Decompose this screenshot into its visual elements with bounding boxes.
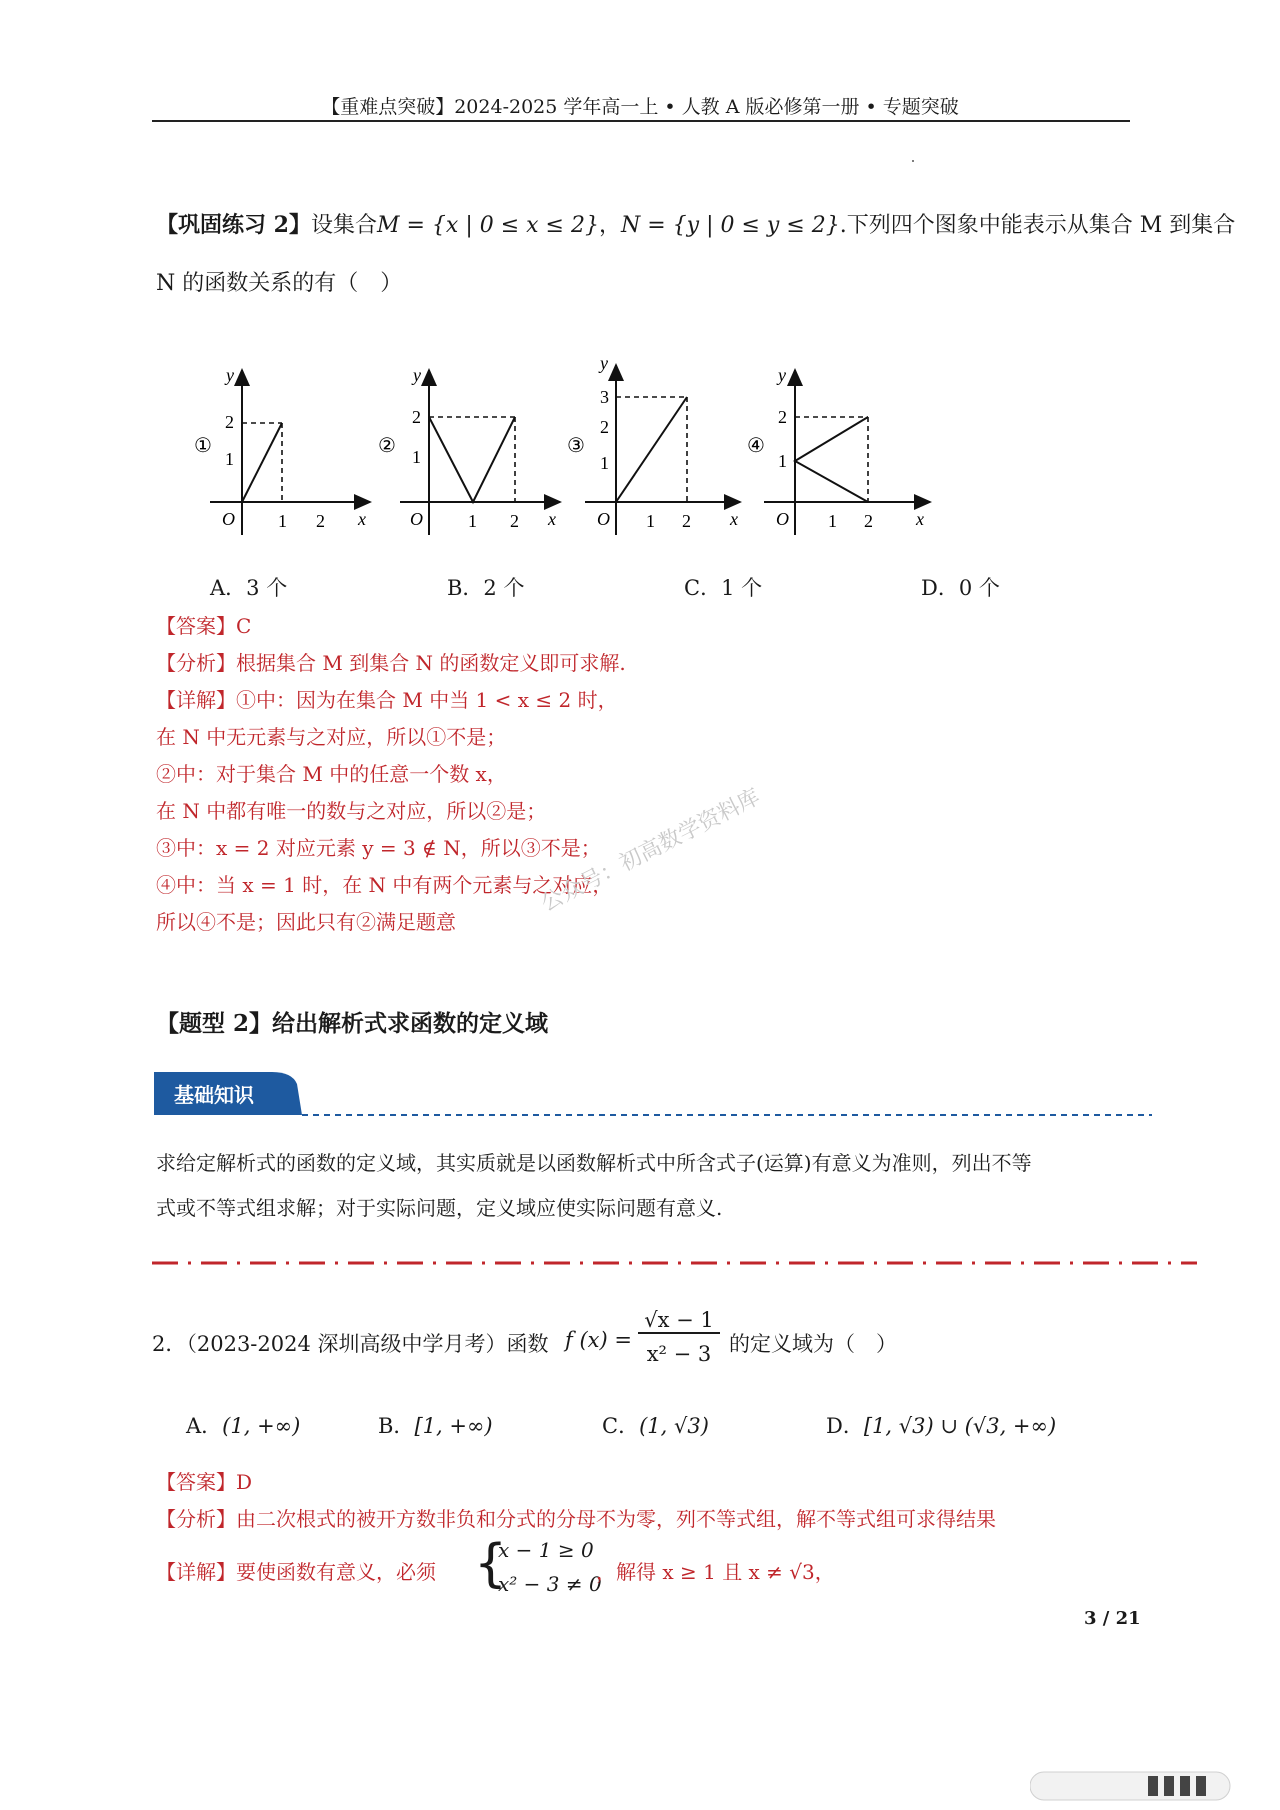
detail-2-text-2: ，解得 x ≥ 1 且 x ≠ √3， [596, 1560, 835, 1584]
graph-4 [747, 365, 930, 535]
graph-4-tick-x1: 1 [828, 511, 837, 531]
option-2a-value: (1, +∞) [222, 1414, 301, 1438]
option-2d[interactable] [826, 1410, 1056, 1440]
header-rule [152, 120, 1130, 122]
graph-2-tick-x1: 1 [468, 511, 477, 531]
watermark: 公众号：初高数学资料库 [537, 784, 765, 917]
knowledge-tab-label: 基础知识 [174, 1083, 254, 1107]
analysis-2-label: 【分析】 [156, 1507, 236, 1531]
graph-3-line [616, 397, 687, 502]
graph-1-line [242, 423, 282, 502]
detail-2 [156, 1534, 1056, 1604]
graph-3 [567, 353, 740, 535]
option-b[interactable]: B．2 个 [447, 576, 525, 600]
set-separator: ， [598, 213, 621, 238]
detail-1-line-6: ④中：当 x = 1 时，在 N 中有两个元素与之对应， [156, 873, 613, 897]
graph-3-y-label: y [600, 353, 608, 373]
graph-2-line [429, 417, 515, 502]
graph-4-y-label: y [778, 365, 786, 385]
detail-1-line-1 [156, 684, 618, 713]
option-2c-letter: C． [602, 1414, 640, 1438]
graph-1-tick-x1: 1 [278, 511, 287, 531]
page-header: 【重难点突破】2024-2025 学年高一上 • 人教 A 版必修第一册 • 专题突破 [321, 96, 959, 118]
option-2d-value: [1, √3) ∪ (√3, +∞) [863, 1414, 1057, 1438]
detail-2-text-1: 要使函数有意义，必须 [236, 1560, 436, 1584]
system-brace: { [474, 1534, 508, 1594]
practice-stem-part1: 设集合 [310, 213, 377, 238]
graph-2-origin: O [410, 509, 423, 529]
detail-1-line-2: 在 N 中无元素与之对应，所以①不是； [156, 725, 507, 749]
graphs-figure [180, 345, 960, 545]
question-2-suffix: 的定义域为（ ） [729, 1332, 897, 1356]
graph-2-y-label: y [413, 365, 421, 385]
graph-3-tick-y2: 2 [600, 417, 609, 437]
page-number: 3 / 21 [1084, 1608, 1141, 1629]
graph-4-origin: O [776, 509, 789, 529]
detail-1-label: 【详解】 [156, 688, 236, 712]
graph-2-number: ② [378, 435, 396, 457]
graph-4-tick-x2: 2 [864, 511, 873, 531]
option-d[interactable]: D．0 个 [921, 576, 1000, 600]
graph-3-tick-y1: 1 [600, 453, 609, 473]
set-n: N = {y | 0 ≤ y ≤ 2} [621, 213, 840, 238]
analysis-2 [156, 1503, 996, 1532]
graph-1-x-label: x [358, 509, 366, 529]
knowledge-banner [152, 1070, 1157, 1120]
practice-stem-part2: .下列四个图象中能表示从集合 M 到集合 [839, 213, 1236, 238]
graph-4-number: ④ [747, 435, 765, 457]
detail-1-line-5: ③中：x = 2 对应元素 y = 3 ∉ N，所以③不是； [156, 836, 601, 860]
answer-1 [156, 610, 251, 639]
detail-2-intro [156, 1556, 436, 1585]
option-2c-value: (1, √3) [639, 1414, 709, 1438]
question-2-denominator: x² − 3 [646, 1342, 712, 1366]
knowledge-line-2: 式或不等式组求解；对于实际问题，定义域应使实际问题有意义. [156, 1196, 723, 1220]
graph-3-x-label: x [730, 509, 738, 529]
graph-1-y-label: y [226, 365, 234, 385]
option-2b[interactable] [378, 1410, 493, 1440]
question-2 [152, 1308, 1152, 1378]
answer-1-label: 【答案】 [156, 614, 236, 638]
option-a[interactable]: A．3 个 [210, 576, 288, 600]
dash-dot-separator [152, 1258, 1197, 1268]
graph-1-origin: O [222, 509, 235, 529]
detail-1-text-1: ①中：因为在集合 M 中当 1 < x ≤ 2 时， [236, 688, 618, 712]
graph-1-tick-y2: 2 [225, 412, 234, 432]
graph-1-number: ① [194, 435, 212, 457]
detail-2-condition-2: x² − 3 ≠ 0 [498, 1572, 602, 1596]
answer-2 [156, 1466, 252, 1495]
graph-4-tick-y1: 1 [778, 451, 787, 471]
graph-2-tick-y2: 2 [412, 407, 421, 427]
question-2-fx: f (x) = [565, 1328, 632, 1352]
option-2c[interactable] [602, 1410, 709, 1440]
section-title: 【题型 2】给出解析式求函数的定义域 [156, 1010, 549, 1037]
answer-2-label: 【答案】 [156, 1470, 236, 1494]
answer-2-value: D [236, 1470, 253, 1494]
graph-1-tick-y1: 1 [225, 449, 234, 469]
practice-stem [156, 208, 1235, 239]
answer-1-value: C [236, 614, 252, 638]
option-c[interactable]: C．1 个 [684, 576, 763, 600]
graph-4-line [795, 417, 868, 502]
analysis-1-text: 根据集合 M 到集合 N 的函数定义即可求解. [236, 651, 626, 675]
graph-3-tick-x2: 2 [682, 511, 691, 531]
option-2d-letter: D． [826, 1414, 864, 1438]
analysis-1 [156, 647, 626, 676]
practice-label: 【巩固练习 2】 [156, 212, 311, 238]
analysis-1-label: 【分析】 [156, 651, 236, 675]
knowledge-line-1: 求给定解析式的函数的定义域，其实质就是以函数解析式中所含式子(运算)有意义为准则，列出不等 [156, 1151, 1032, 1175]
graph-2-tick-x2: 2 [510, 511, 519, 531]
detail-2-label: 【详解】 [156, 1560, 236, 1584]
graph-3-number: ③ [567, 435, 585, 457]
practice-stem-line2: N 的函数关系的有（ ） [156, 271, 403, 296]
graph-1-tick-x2: 2 [316, 511, 325, 531]
graph-4-tick-y2: 2 [778, 407, 787, 427]
analysis-2-text: 由二次根式的被开方数非负和分式的分母不为零，列不等式组，解不等式组可求得结果 [236, 1507, 996, 1531]
option-2b-letter: B． [378, 1414, 415, 1438]
graph-3-tick-x1: 1 [646, 511, 655, 531]
speck [912, 160, 914, 162]
detail-2-condition-1: x − 1 ≥ 0 [498, 1538, 594, 1562]
graph-1 [194, 365, 370, 535]
option-2a[interactable] [186, 1410, 300, 1440]
detail-1-line-7: 所以④不是；因此只有②满足题意 [156, 910, 456, 934]
graph-3-tick-y3: 3 [600, 387, 609, 407]
set-m: M = {x | 0 ≤ x ≤ 2} [376, 213, 599, 238]
graph-2-x-label: x [548, 509, 556, 529]
corner-toolbar-icon [1030, 1766, 1240, 1806]
option-2a-letter: A． [186, 1414, 223, 1438]
option-2b-value: [1, +∞) [414, 1414, 493, 1438]
graph-2-tick-y1: 1 [412, 447, 421, 467]
graph-3-origin: O [597, 509, 610, 529]
question-2-numerator: √x − 1 [638, 1308, 720, 1334]
graph-2 [378, 365, 560, 535]
graph-4-x-label: x [916, 509, 924, 529]
detail-1-line-4: 在 N 中都有唯一的数与之对应，所以②是； [156, 799, 547, 823]
detail-1-line-3: ②中：对于集合 M 中的任意一个数 x， [156, 762, 507, 786]
question-2-prefix: 2．（2023-2024 深圳高级中学月考）函数 [152, 1332, 549, 1356]
